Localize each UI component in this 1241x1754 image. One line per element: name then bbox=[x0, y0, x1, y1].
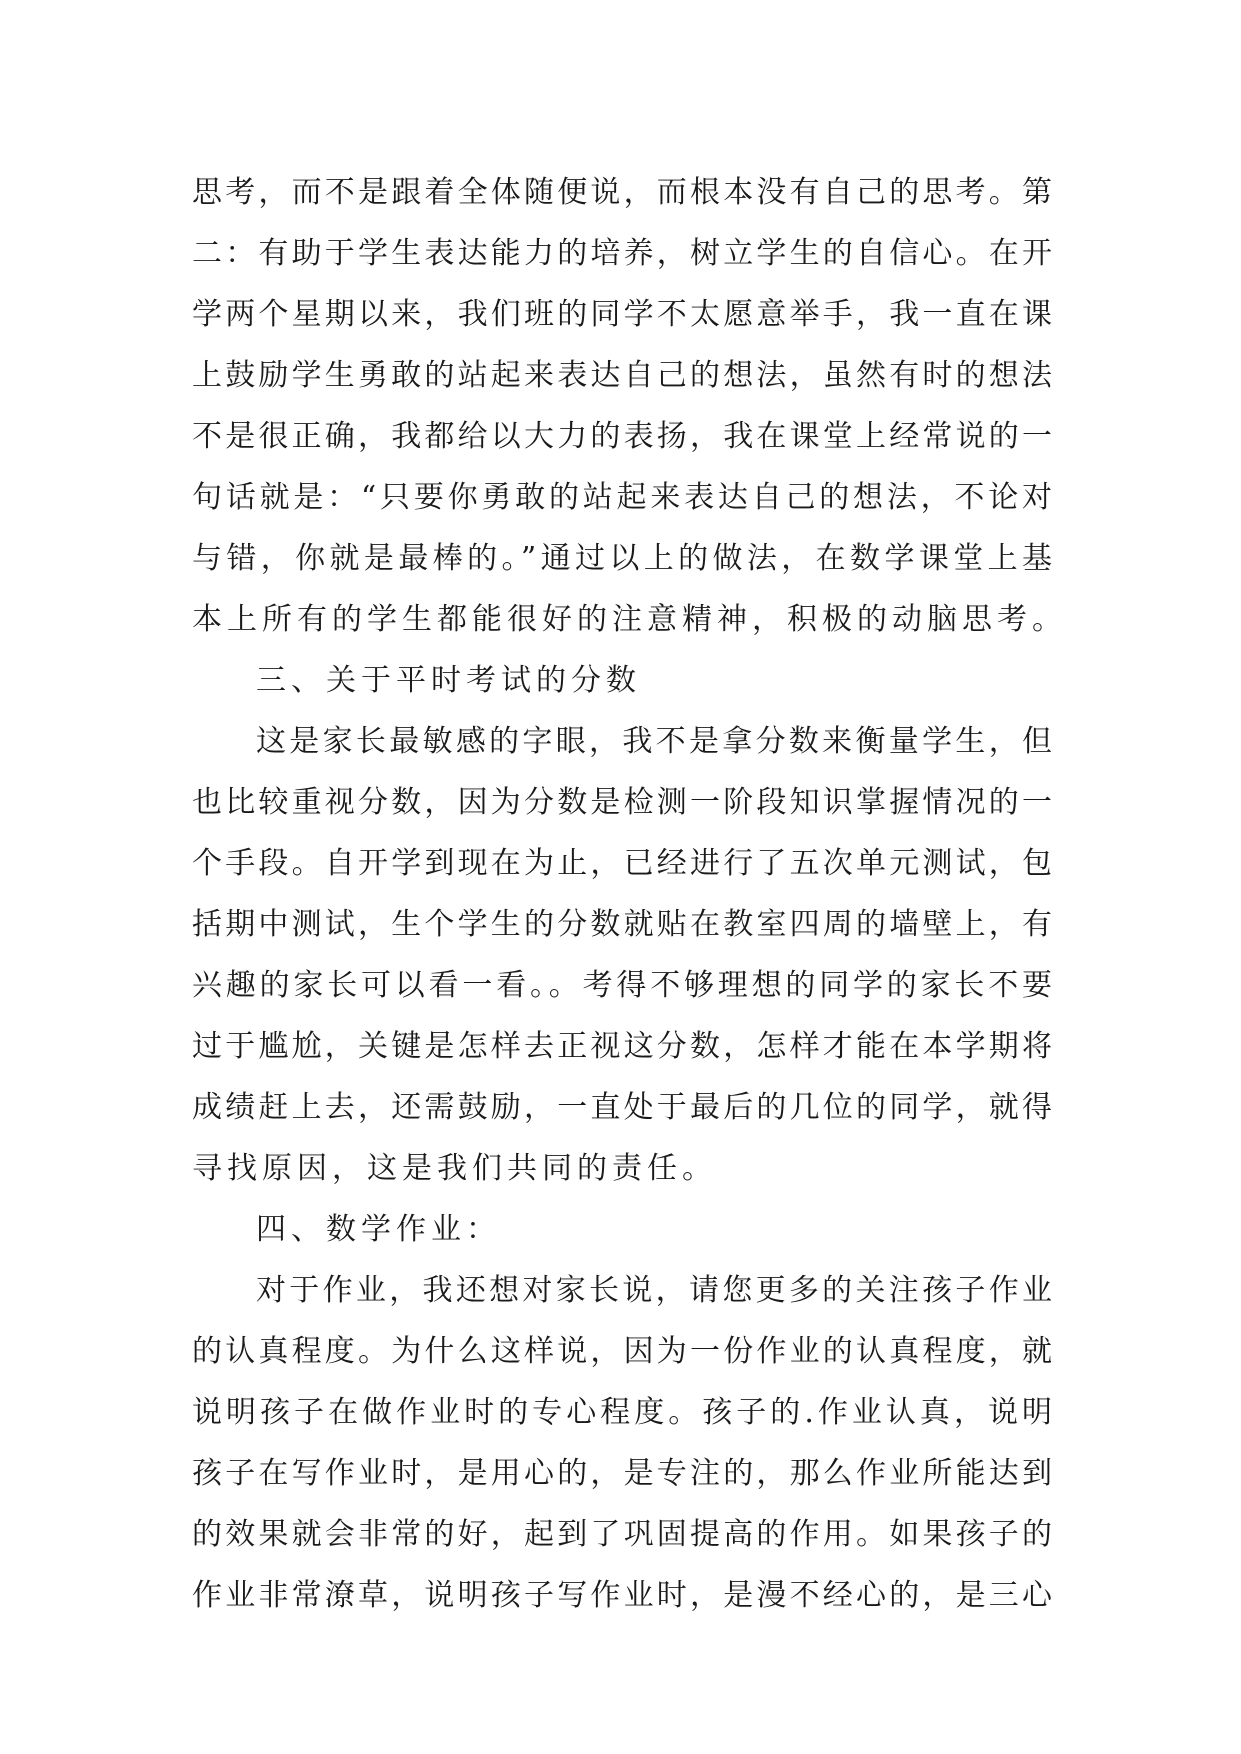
text-line: 括期中测试，生个学生的分数就贴在教室四周的墙壁上，有 bbox=[192, 907, 1052, 942]
text-line: 思考，而不是跟着全体随便说，而根本没有自己的思考。第 bbox=[192, 175, 1052, 210]
text-line: 作业非常潦草，说明孩子写作业时，是漫不经心的，是三心 bbox=[192, 1578, 1052, 1613]
text-line: 对于作业，我还想对家长说，请您更多的关注孩子作业 bbox=[256, 1273, 1052, 1308]
text-line: 个手段。自开学到现在为止，已经进行了五次单元测试，包 bbox=[192, 846, 1052, 881]
text-line: 过于尴尬，关键是怎样去正视这分数，怎样才能在本学期将 bbox=[192, 1029, 1052, 1064]
text-line: 兴趣的家长可以看一看。。考得不够理想的同学的家长不要 bbox=[192, 968, 1052, 1003]
text-line: 本上所有的学生都能很好的注意精神，积极的动脑思考。 bbox=[192, 602, 1067, 637]
text-line: 的认真程度。为什么这样说，因为一份作业的认真程度，就 bbox=[192, 1334, 1052, 1369]
text-line: 上鼓励学生勇敢的站起来表达自己的想法，虽然有时的想法 bbox=[192, 358, 1052, 393]
text-line: 学两个星期以来，我们班的同学不太愿意举手，我一直在课 bbox=[192, 297, 1052, 332]
text-line: 句话就是：“只要你勇敢的站起来表达自己的想法，不论对 bbox=[192, 480, 1052, 515]
text-line: 孩子在写作业时，是用心的，是专注的，那么作业所能达到 bbox=[192, 1456, 1052, 1491]
text-line: 成绩赶上去，还需鼓励，一直处于最后的几位的同学，就得 bbox=[192, 1090, 1052, 1125]
body-text bbox=[192, 162, 1067, 1626]
section-heading: 三、关于平时考试的分数 bbox=[256, 663, 641, 698]
text-line: 这是家长最敏感的字眼，我不是拿分数来衡量学生，但 bbox=[256, 724, 1052, 759]
text-line: 二：有助于学生表达能力的培养，树立学生的自信心。在开 bbox=[192, 236, 1052, 271]
text-line: 说明孩子在做作业时的专心程度。孩子的.作业认真，说明 bbox=[192, 1395, 1052, 1430]
text-line: 寻找原因，这是我们共同的责任。 bbox=[192, 1151, 717, 1186]
text-line: 与错，你就是最棒的。”通过以上的做法，在数学课堂上基 bbox=[192, 541, 1052, 576]
text-line: 不是很正确，我都给以大力的表扬，我在课堂上经常说的一 bbox=[192, 419, 1052, 454]
text-line: 也比较重视分数，因为分数是检测一阶段知识掌握情况的一 bbox=[192, 785, 1052, 820]
text-line: 的效果就会非常的好，起到了巩固提高的作用。如果孩子的 bbox=[192, 1517, 1052, 1552]
section-heading: 四、数学作业： bbox=[256, 1212, 501, 1247]
